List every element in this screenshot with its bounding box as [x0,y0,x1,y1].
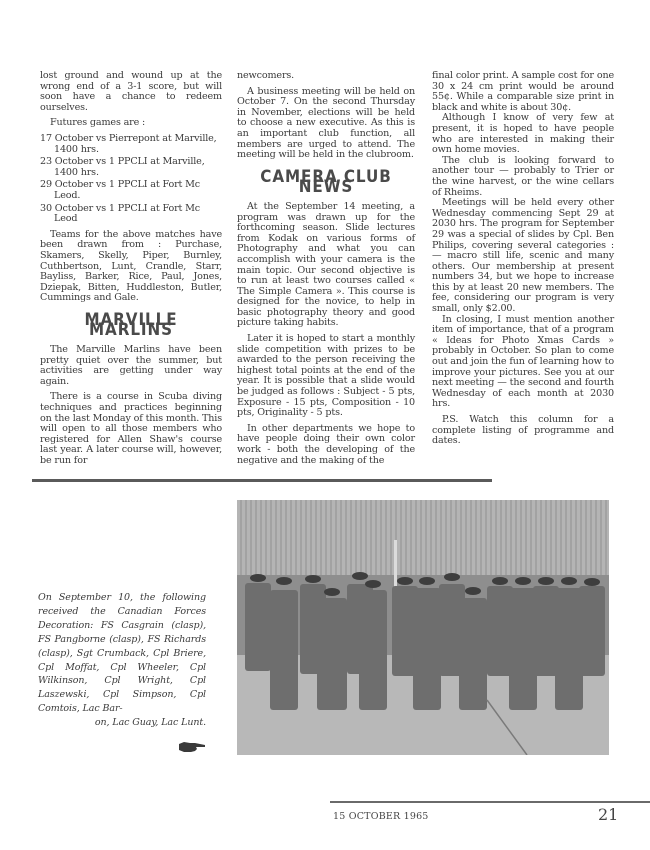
camera-paragraph-3: In other departments we hope to have people doing their own color work - both the developing of the negative and the making of the [237,422,415,466]
meetings-paragraph: Meetings will be held every other Wednesday commencing Sept 29 at 2030 hrs. The program for September 29 was a special of slides by Cpl. Ben Philips, covering several categories : — macro still life, scenic and many others. Our membership at present numbers 34, but we hope to increase this by at least 20 new members. The fee, considering our program is very small, only $2.00. [432,197,614,315]
column-2 [237,71,415,466]
photo-servicemen-figures [237,500,609,755]
closing-paragraph: In closing, I must mention another item of importance, that of a program « Ideas for Photo Xmas Cards » probably in October. So plan to come out and join the fun of learning how to improve your pictures. See you at our next meeting — the second and fourth Wednesday of each month at 2030 hrs. [432,313,614,410]
camera-paragraph-2: Later it is hoped to start a monthly slide competition with prizes to be awarded to the person receiving the highest total points at the end of the year. It is possible that a slide would be judged as follows : Subject - 5 pts, Exposure - 15 pts, Composition - 10 pts, Originality - 5 pts. [237,333,415,419]
ps-paragraph: P.S. Watch this column for a complete listing of programme and dates. [432,414,614,447]
game-item: 29 October vs 1 PPCLI at Fort Mc Leod. [40,179,201,201]
game-item: 17 October vs Pierrepont at Marville, 1400 hrs. [40,132,217,155]
marville-marlins-heading: MARVILLE MARLINS [84,309,178,340]
games-intro: Futures games are : [50,117,146,129]
marlins-paragraph-2: There is a course in Scuba diving techniques and practices beginning on the last Monday of this month. This will open to all those members who registered for Allen Shaw's course last year. A later course will, however, be run for [40,391,222,466]
camera-paragraph-1: At the September 14 meeting, a program was drawn up for the forthcoming season. Slide lectures from Kodak on various forms of Photography and what you can accomplish with your camera is the main topic. Our second objective is to run at least two courses called « The Simple Camera ». This course is designed for the novice, to help in basic photography theory and good picture taking habits. [237,200,415,329]
page-number: 21 [598,805,619,824]
hockey-continued-paragraph: lost ground and wound up at the wrong end of a 3-1 score, but will soon have a chance to redeem ourselves. [40,70,222,113]
caption-text: On September 10, the following received the Canadian Forces Decoration: FS Casgrain (clasp), FS Pangborne (clasp), FS Richards (clasp), Sgt Crumback, Cpl Briere, Cpl Moffat, Cpl Wheeler, Cpl Wilkinson, Cpl Wright, Cpl Laszewski, Cpl Simpson, Cpl Comtois, Lac Bar- [38,592,206,715]
pointing-hand-icon [178,740,206,754]
game-item: 23 October vs 1 PPCLI at Marville, 1400 hrs. [40,156,205,178]
marlins-continued-paragraph: newcomers. [237,70,295,81]
caption-last-line: on, Lac Guay, Lac Lunt. [94,717,206,729]
footer-rule [330,801,650,803]
game-item: 30 October vs 1 PPCLI at Fort Mc Leod [40,202,201,225]
group-photo [237,500,609,755]
camera-continued-paragraph: final color print. A sample cost for one 30 x 24 cm print would be around 55¢. While a comparable size print in black and white is about 30¢. [432,70,614,113]
teams-paragraph: Teams for the above matches have been drawn from : Purchase, Skamers, Skelly, Piper, Burnley, Cuthbertson, Lunt, Crandle, Starr, Bayliss, Barker, Rice, Paul, Jones, Dziepak, Bitten, Huddleston, Butler, Cummings and Gale. [40,228,222,304]
camera-club-news-heading: CAMERA CLUB NEWS [260,166,392,197]
photo-caption [38,591,206,730]
section-divider-rule [32,479,492,482]
tour-paragraph: The club is looking forward to another tour — probably to Trier or the wine harvest, or the wine cellars of Rheims. [432,154,614,198]
home-movies-paragraph: Although I know of very few at present, it is hoped to have people who are interested in making their own home movies. [432,112,614,156]
marlins-paragraph-1: The Marville Marlins have been pretty quiet over the summer, but activities are getting under way again. [40,344,222,387]
business-meeting-paragraph: A business meeting will be held on October 7. On the second Thursday in November, elections will be held to choose a new executive. As this is an important club function, all members are urged to attend. The meeting will be held in the clubroom. [237,85,415,161]
column-3 [432,71,614,447]
games-list [40,134,222,225]
issue-date: 15 OCTOBER 1965 [333,811,429,822]
column-1 [40,71,222,467]
